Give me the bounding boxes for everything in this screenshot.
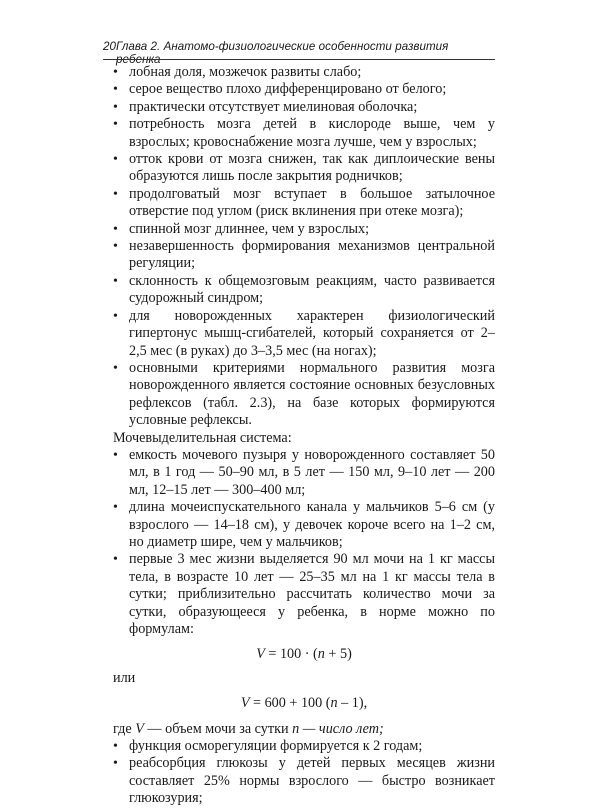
formula-legend: где V — объем мочи за сутки n — число лет; xyxy=(113,720,384,737)
urinary-system-list xyxy=(113,447,495,638)
or-word: или xyxy=(113,669,136,686)
header-rule xyxy=(103,59,495,60)
formula-tail: + 5) xyxy=(324,646,352,663)
formula-expr: = 100 · ( xyxy=(264,646,318,663)
legend-n: n xyxy=(292,720,300,737)
list-item: • емкость мочевого пузыря у новорожденного составляет 50 мл, в 1 год — 50–90 мл, в 5 лет — 150 мл, 9–10 лет — 200 мл, 12–15 лет — 300–400 мл; xyxy=(113,447,495,499)
list-item: • продолговатый мозг вступает в большое затылочное отверстие под углом (риск вклинения при отеке мозга); xyxy=(113,186,495,221)
list-item: • практически отсутствует миелиновая оболочка; xyxy=(113,99,495,116)
list-item: • для новорожденных характерен физиологический гипертонус мышц-сгибателей, который сохраняется от 2–2,5 мес (в руках) до 3–3,5 мес (на ногах); xyxy=(113,308,495,360)
list-item: • потребность мозга детей в кислороде выше, чем у взрослых; кровоснабжение мозга лучше, чем у взрослых; xyxy=(113,116,495,151)
chapter-title: Глава 2. Анатомо-физиологические особенности развития ребенка xyxy=(116,40,449,66)
formula-var: V xyxy=(256,646,265,663)
formula-var: V xyxy=(240,695,250,712)
running-header xyxy=(103,40,495,66)
nervous-system-list xyxy=(113,64,495,430)
list-item: • лобная доля, мозжечок развиты слабо; xyxy=(113,64,495,81)
page-number: 20 xyxy=(103,40,116,53)
formula-n: n xyxy=(317,646,325,663)
list-item: • серое вещество плохо дифференцировано от белого; xyxy=(113,81,495,98)
formula-1 xyxy=(113,646,495,663)
list-item: • отток крови от мозга снижен, так как диплоические вены образуются лишь после закрытия родничков; xyxy=(113,151,495,186)
list-item: • реабсорбция глюкозы у детей первых месяцев жизни составляет 25% нормы взрослого — быстро возникает глюкозурия; xyxy=(113,755,495,807)
list-item: • незавершенность формирования механизмов центральной регуляции; xyxy=(113,238,495,273)
section-heading-urinary: Мочевыделительная система: xyxy=(113,429,292,446)
formula-2 xyxy=(113,695,495,712)
list-item: • первые 3 мес жизни выделяется 90 мл мочи на 1 кг массы тела, в возрасте 10 лет — 25–35 мл на 1 кг массы тела в сутки; приблизительно рассчитать количество мочи за сутки, образующееся у ребенка, в норме можно по формулам: xyxy=(113,551,495,638)
list-item: • длина мочеиспускательного канала у мальчиков 5–6 см (у взрослого — 14–18 см), у девочек короче всего на 1–2 см, но диаметр шире, чем у мальчиков; xyxy=(113,499,495,551)
formula-expr: = 600 + 100 ( xyxy=(249,695,331,712)
list-item: • основными критериями нормального развития мозга новорожденного является состояние основных безусловных рефлексов (табл. 2.3), на базе которых формируются условные рефлексы. xyxy=(113,360,495,430)
formula-tail: – 1), xyxy=(337,695,368,712)
formula-n: n xyxy=(330,695,338,712)
list-item: • функция осморегуляции формируется к 2 годам; xyxy=(113,738,495,755)
legend-v: V xyxy=(135,720,144,737)
list-item: • спинной мозг длиннее, чем у взрослых; xyxy=(113,221,495,238)
final-list xyxy=(113,738,495,808)
list-item: • склонность к общемозговым реакциям, часто развивается судорожный синдром; xyxy=(113,273,495,308)
page-body xyxy=(113,64,495,808)
